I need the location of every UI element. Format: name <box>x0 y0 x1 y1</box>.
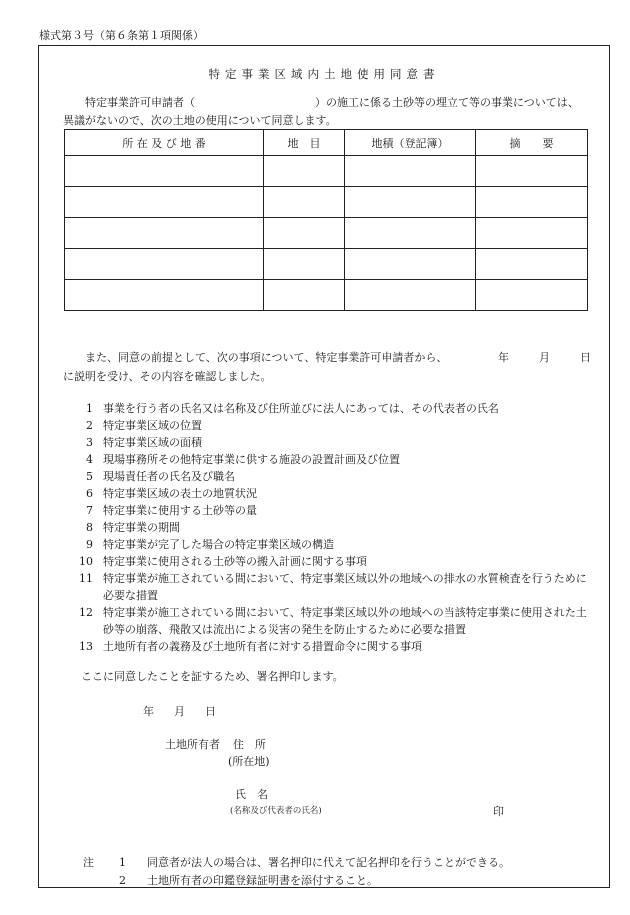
list-item <box>71 502 595 519</box>
table-row <box>65 187 588 218</box>
table-row <box>65 218 588 249</box>
explanation-date <box>498 348 591 367</box>
signature-year[interactable]: 年 <box>143 705 154 718</box>
header-land-category: 地 目 <box>264 130 345 156</box>
cell-location[interactable] <box>65 156 264 187</box>
note-item <box>83 854 510 872</box>
item-text: 現場事務所その他特定事業に供する施設の設置計画及び位置 <box>103 453 400 466</box>
list-item <box>71 604 595 638</box>
list-item <box>71 553 595 570</box>
note-number: 2 <box>119 874 126 887</box>
certify-statement: ここに同意したことを証するため、署名押印します。 <box>81 670 344 683</box>
item-text: 土地所有者の義務及び土地所有者に対する措置命令に関する事項 <box>103 640 422 653</box>
explanation-month[interactable]: 月 <box>539 351 550 364</box>
cell-land-category[interactable] <box>264 187 345 218</box>
form-frame <box>38 45 610 888</box>
note-text: 同意者が法人の場合は、署名押印に代えて記名押印を行うことができる。 <box>147 856 510 869</box>
form-title: 特定事業区域内土地使用同意書 <box>208 67 440 81</box>
item-text: 特定事業区域の表土の地質状況 <box>103 487 257 500</box>
list-item <box>71 417 595 434</box>
item-number: 2 <box>86 419 93 432</box>
item-number: 12 <box>79 606 93 619</box>
name-label: 氏 名 <box>235 788 268 801</box>
seal-mark: 印 <box>493 805 504 818</box>
item-number: 3 <box>86 436 93 449</box>
intro-line1-a: 特定事業許可申請者（ <box>85 96 195 109</box>
cell-remarks[interactable] <box>476 156 588 187</box>
cell-area[interactable] <box>345 187 476 218</box>
item-text: 特定事業に使用される土砂等の搬入計画に関する事項 <box>103 555 367 568</box>
item-text: 特定事業区域の位置 <box>103 419 202 432</box>
explained-items-list <box>71 400 595 655</box>
item-text: 特定事業の期間 <box>103 521 180 534</box>
item-number: 10 <box>79 555 93 568</box>
list-item <box>71 570 595 604</box>
explanation-year[interactable]: 年 <box>498 351 509 364</box>
item-text: 現場責任者の氏名及び職名 <box>103 470 235 483</box>
name-sub-label: (名称及び代表者の氏名) <box>230 806 322 816</box>
notes-lead-spacer <box>83 872 119 890</box>
list-item <box>71 536 595 553</box>
land-owner-label: 土地所有者 <box>165 738 220 751</box>
cell-remarks[interactable] <box>476 280 588 311</box>
list-item <box>71 638 595 655</box>
applicant-name-blank[interactable] <box>195 94 315 112</box>
signature-day[interactable]: 日 <box>205 705 216 718</box>
cell-remarks[interactable] <box>476 218 588 249</box>
item-text: 特定事業が施工されている間において、特定事業区域以外の地域への当該特定事業に使用された土砂等の崩落、飛散又は流出による災害の発生を防止するために必要な措置 <box>103 606 587 636</box>
item-number: 1 <box>86 402 93 415</box>
item-number: 6 <box>86 487 93 500</box>
item-text: 特定事業区域の面積 <box>103 436 202 449</box>
note-text: 土地所有者の印鑑登録証明書を添付すること。 <box>147 874 378 887</box>
list-item <box>71 519 595 536</box>
land-table-header-row <box>65 130 588 156</box>
item-number: 4 <box>86 453 93 466</box>
item-number: 5 <box>86 470 93 483</box>
intro-paragraph <box>63 94 591 130</box>
cell-location[interactable] <box>65 249 264 280</box>
cell-land-category[interactable] <box>264 280 345 311</box>
item-number: 8 <box>86 521 93 534</box>
table-row <box>65 280 588 311</box>
form-number-label: 様式第３号（第６条第１項関係） <box>39 29 204 42</box>
cell-remarks[interactable] <box>476 187 588 218</box>
item-text: 事業を行う者の氏名又は名称及び住所並びに法人にあっては、その代表者の氏名 <box>103 402 499 415</box>
header-area: 地積（登記簿） <box>345 130 476 156</box>
intro-line1-b: ）の施工に係る土砂等の埋立て等の事業については、 <box>315 96 579 109</box>
address-sub-label: (所在地) <box>228 755 270 768</box>
cell-location[interactable] <box>65 280 264 311</box>
notes-lead: 注 <box>83 856 94 869</box>
note-item <box>83 872 510 890</box>
cell-area[interactable] <box>345 249 476 280</box>
note-number: 1 <box>119 856 126 869</box>
item-number: 9 <box>86 538 93 551</box>
list-item <box>71 400 595 417</box>
address-label: 住 所 <box>233 738 266 751</box>
item-text: 特定事業が施工されている間において、特定事業区域以外の地域への排水の水質検査を行うために必要な措置 <box>103 572 587 602</box>
cell-area[interactable] <box>345 156 476 187</box>
item-text: 特定事業が完了した場合の特定事業区域の構造 <box>103 538 334 551</box>
list-item <box>71 468 595 485</box>
consent-line1: また、同意の前提として、次の事項について、特定事業許可申請者から、 <box>85 351 448 364</box>
cell-area[interactable] <box>345 280 476 311</box>
cell-remarks[interactable] <box>476 249 588 280</box>
consent-paragraph <box>63 348 591 386</box>
intro-line2: 異議がないので、次の土地の使用について同意します。 <box>63 114 337 127</box>
signature-date <box>143 703 216 719</box>
explanation-day[interactable]: 日 <box>580 351 591 364</box>
signature-month[interactable]: 月 <box>174 705 185 718</box>
notes-section <box>83 854 510 890</box>
cell-location[interactable] <box>65 218 264 249</box>
cell-location[interactable] <box>65 187 264 218</box>
cell-land-category[interactable] <box>264 156 345 187</box>
item-number: 11 <box>79 572 93 585</box>
cell-area[interactable] <box>345 218 476 249</box>
cell-land-category[interactable] <box>264 218 345 249</box>
consent-line2: に説明を受け、その内容を確認しました。 <box>63 370 272 383</box>
item-text: 特定事業に使用する土砂等の量 <box>103 504 257 517</box>
table-row <box>65 156 588 187</box>
land-table <box>64 129 588 311</box>
item-number: 7 <box>86 504 93 517</box>
item-number: 13 <box>79 640 93 653</box>
list-item <box>71 434 595 451</box>
list-item <box>71 451 595 468</box>
table-row <box>65 249 588 280</box>
header-remarks: 摘 要 <box>476 130 588 156</box>
header-location: 所 在 及 び 地 番 <box>65 130 264 156</box>
cell-land-category[interactable] <box>264 249 345 280</box>
list-item <box>71 485 595 502</box>
